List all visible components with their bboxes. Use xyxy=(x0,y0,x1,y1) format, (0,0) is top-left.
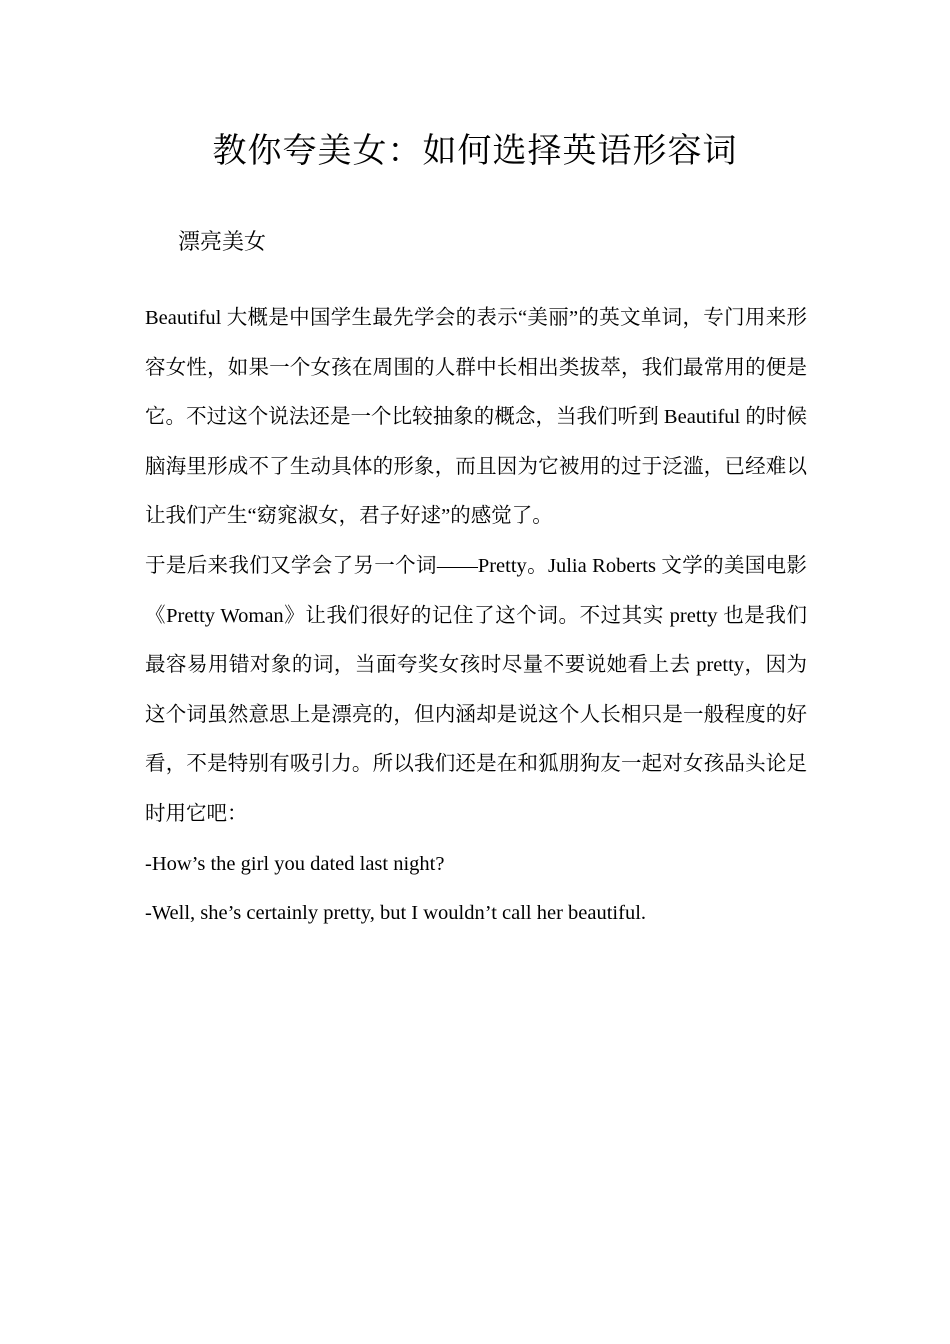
dialogue-answer: -Well, she’s certainly pretty, but I wouldn’t call her beautiful. xyxy=(145,902,647,925)
section-heading: 漂亮美女 xyxy=(178,230,267,255)
paragraph-beautiful: Beautiful 大概是中国学生最先学会的表示“美丽”的英文单词，专门用来形容女性，如果一个女孩在周围的人群中长相出类拔萃，我们最常用的便是它。不过这个说法还是一个比较抽象的概念，当我们听到 Beautiful 的时候脑海里形成不了生动具体的形象，而且因为它被用的过于泛滥，已经难以让我们产生“窈窕淑女，君子好逑”的感觉了。 xyxy=(145,307,807,528)
page-title: 教你夸美女：如何选择英语形容词 xyxy=(212,131,738,171)
article-body xyxy=(145,294,807,939)
paragraph-pretty: 于是后来我们又学会了另一个词——Pretty。Julia Roberts 文学的美国电影《Pretty Woman》让我们很好的记住了这个词。不过其实 pretty 也是我们最容易用错对象的词，当面夸奖女孩时尽量不要说她看上去 pretty，因为这个词虽然意思上是漂亮的，但内涵却是说这个人长相只是一般程度的好看，不是特别有吸引力。所以我们还是在和狐朋狗友一起对女孩品头论足时用它吧： xyxy=(145,554,807,825)
dialogue-question: -How’s the girl you dated last night? xyxy=(145,852,445,875)
